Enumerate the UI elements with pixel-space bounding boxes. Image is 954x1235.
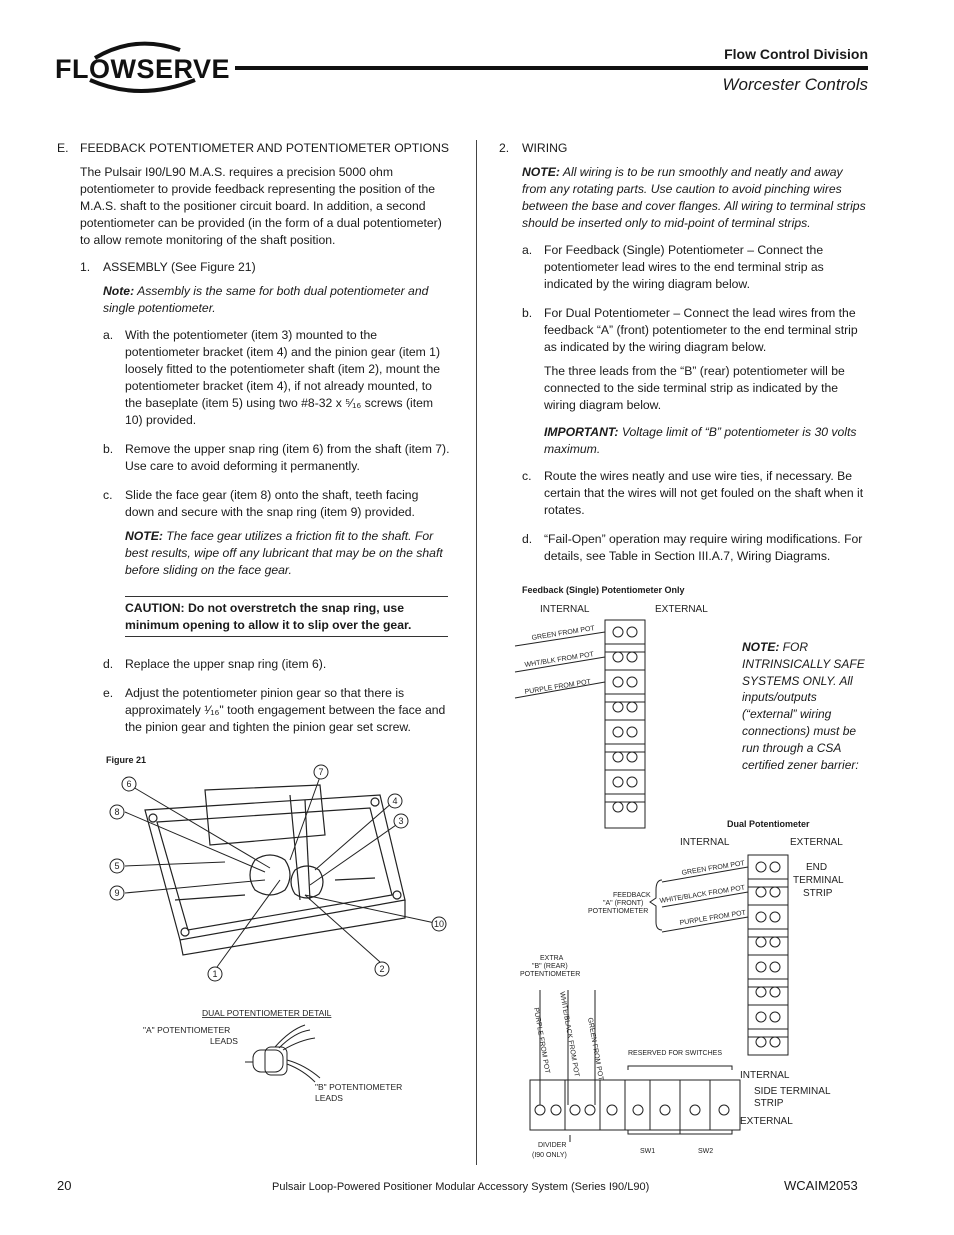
callout-label: 9: [114, 888, 120, 898]
item-letter: a.: [522, 243, 533, 257]
callout-label: 2: [379, 964, 385, 974]
detail-a-leads: LEADS: [210, 1036, 238, 1046]
note-text: FOR INTRINSICALLY SAFE SYSTEMS ONLY. All inputs/outputs (“external” wiring connections) must be run through a CSA certified zener barrier:: [742, 640, 865, 772]
division-label: Flow Control Division: [724, 46, 868, 62]
wire-label-white-black: WHITE/BLACK FROM POT: [659, 884, 746, 905]
figure-caption: Figure 21: [106, 755, 147, 765]
step-letter: b.: [103, 442, 114, 456]
reserved-label: RESERVED FOR SWITCHES: [628, 1050, 722, 1057]
note-label: NOTE:: [125, 529, 163, 543]
callout-label: 3: [398, 816, 404, 826]
item-letter: c.: [522, 469, 532, 483]
divider-label: DIVIDER: [538, 1142, 567, 1149]
flowserve-logo: [55, 40, 231, 95]
sw1-label: SW1: [640, 1148, 656, 1155]
end-strip-label: STRIP: [803, 888, 833, 899]
important-label: IMPORTANT:: [544, 425, 619, 439]
internal2-label: INTERNAL: [740, 1070, 790, 1081]
callout-label: 10: [433, 919, 445, 929]
important-text: Voltage limit of “B” potentiometer is 30 volts maximum.: [544, 425, 857, 456]
detail-title: DUAL POTENTIOMETER DETAIL: [202, 1008, 332, 1018]
item-letter: b.: [522, 306, 533, 320]
vwire-label-purple: PURPLE FROM POT: [532, 1007, 551, 1075]
external-label: EXTERNAL: [790, 837, 843, 848]
header-rule: [235, 66, 868, 70]
divider-label: (I90 ONLY): [532, 1152, 567, 1159]
side-strip-label: STRIP: [754, 1098, 784, 1109]
step-letter: c.: [103, 488, 113, 502]
wire-label-wht-blk: WHT/BLK FROM POT: [524, 651, 595, 669]
wire-label-green: GREEN FROM POT: [531, 625, 596, 642]
feedback-pot-label: "A" (FRONT): [603, 900, 644, 907]
diagram1-caption: Feedback (Single) Potentiometer Only: [522, 585, 685, 595]
wire-label-purple: PURPLE FROM POT: [524, 678, 592, 696]
extra-pot-label: POTENTIOMETER: [520, 971, 581, 978]
step-letter: a.: [103, 328, 114, 342]
note-text: All wiring is to be run smoothly and neatly and away from any rotating parts. Use caution to avoid pinching wires between the base and cover flanges. All wiring to terminal strips should be inserted only to mid-point of terminal strips.: [522, 165, 866, 230]
external2-label: EXTERNAL: [740, 1116, 793, 1127]
assembly-number: 1.: [80, 260, 91, 274]
item-text: Route the wires neatly and use wire ties, if necessary. Be certain that the wires will not get fouled on the shaft when it rotates.: [544, 469, 864, 517]
vwire-label-green: GREEN FROM POT: [586, 1017, 604, 1082]
note-label: NOTE:: [522, 165, 560, 179]
assembly-note: [103, 283, 448, 317]
step-letter: d.: [103, 657, 114, 671]
logo-text: FLOWSERVE: [55, 54, 231, 84]
end-strip-label: TERMINAL: [793, 875, 844, 886]
wire-label-green: GREEN FROM POT: [681, 860, 746, 877]
callout-label: 7: [318, 767, 324, 777]
document-code: WCAIM2053: [784, 1178, 858, 1193]
caution-box: CAUTION: Do not overstretch the snap ring, use minimum opening to allow it to slip over the gear.: [125, 596, 448, 637]
feedback-pot-label: POTENTIOMETER: [588, 908, 649, 915]
internal-label: INTERNAL: [540, 604, 590, 615]
wiring-note: [522, 164, 867, 232]
brand-label: Worcester Controls: [722, 75, 868, 94]
step-text: With the potentiometer (item 3) mounted to the potentiometer bracket (item 4) and the pinion gear (item 1) loosely fitted to the potentiometer shaft (item 2), mount the potentiometer bracket (item 4), if not already mounted, to the baseplate (item 5) using two #8-32 x ⁵⁄₁₆ screws (item 10) provided.: [125, 328, 441, 427]
section-letter: E.: [57, 141, 69, 155]
note-text: The face gear utilizes a friction fit to the shaft. For best results, wipe off any lubricant that may be on the shaft before sliding on the face gear.: [125, 529, 443, 577]
safety-note: [742, 639, 870, 773]
step-text: Remove the upper snap ring (item 6) from the shaft (item 7). Use care to avoid deforming it permanently.: [125, 442, 450, 473]
vwire-label-white-black: WHITE/BLACK FROM POT: [558, 991, 580, 1078]
step-text: Slide the face gear (item 8) onto the shaft, teeth facing down and secure with the snap ring (item 9) provided.: [125, 488, 419, 519]
step-text: Adjust the potentiometer pinion gear so that there is approximately ¹⁄₁₆" tooth engagement between the face and the pinion gear and tighten the pinion gear set screw.: [125, 686, 446, 734]
column-divider: [476, 140, 477, 1165]
intro-paragraph: The Pulsair I90/L90 M.A.S. requires a precision 5000 ohm potentiometer to provide feedback representing the position of the M.A.S. shaft to the positioner circuit board. In addition, a second potentiometer can be provided (in the form of a dual potentiometer) to allow remote monitoring of the shaft position.: [80, 165, 442, 247]
diagram2-caption: Dual Potentiometer: [727, 819, 810, 829]
face-gear-note: [125, 528, 445, 579]
callout-label: 1: [212, 969, 218, 979]
step-text: Replace the upper snap ring (item 6).: [125, 657, 327, 671]
step-letter: e.: [103, 686, 114, 700]
item-text: For Feedback (Single) Potentiometer – Connect the potentiometer lead wires to the end terminal strip as indicated by the wiring diagram below.: [544, 243, 824, 291]
end-strip-label: END: [806, 862, 828, 873]
side-strip-label: SIDE TERMINAL: [754, 1086, 831, 1097]
external-label: EXTERNAL: [655, 604, 708, 615]
diagram-single-pot: [510, 598, 730, 833]
callout-label: 4: [392, 796, 398, 806]
detail-b-leads: LEADS: [315, 1093, 343, 1103]
section-title: FEEDBACK POTENTIOMETER AND POTENTIOMETER OPTIONS: [80, 141, 450, 155]
callout-label: 5: [114, 861, 120, 871]
item-letter: d.: [522, 532, 533, 546]
assembly-heading: ASSEMBLY (See Figure 21): [103, 260, 256, 274]
footer-title: Pulsair Loop-Powered Positioner Modular Accessory System (Series I90/L90): [272, 1181, 650, 1193]
wiring-number: 2.: [499, 141, 510, 155]
note-label: Note:: [103, 284, 135, 298]
sw2-label: SW2: [698, 1148, 714, 1155]
item-text: For Dual Potentiometer – Connect the lead wires from the feedback “A” (front) potentiometer to the end terminal strip as indicated by the wiring diagram below.: [544, 306, 858, 354]
detail-b-label: "B" POTENTIOMETER: [315, 1082, 403, 1092]
diagram-dual-pot: [510, 830, 870, 1165]
extra-pot-label: "B" (REAR): [532, 963, 568, 970]
item-text: “Fail-Open” operation may require wiring modifications. For details, see Table in Section III.A.7, Wiring Diagrams.: [544, 532, 863, 563]
callout-label: 6: [126, 779, 132, 789]
detail-a-label: "A" POTENTIOMETER: [143, 1025, 231, 1035]
internal-label: INTERNAL: [680, 837, 730, 848]
item-b-extra: The three leads from the “B” (rear) potentiometer will be connected to the side terminal strip as indicated by the wiring diagram below.: [544, 364, 845, 412]
figure-21-drawing: [105, 760, 455, 1120]
important-note: [544, 424, 869, 458]
feedback-pot-label: FEEDBACK: [613, 892, 651, 899]
wire-label-purple: PURPLE FROM POT: [679, 909, 747, 927]
page-number: 20: [57, 1178, 72, 1193]
extra-pot-label: EXTRA: [540, 955, 564, 962]
wiring-heading: WIRING: [522, 141, 568, 155]
note-label: NOTE:: [742, 640, 780, 654]
callout-label: 8: [114, 807, 120, 817]
note-text: Assembly is the same for both dual potentiometer and single potentiometer.: [103, 284, 429, 315]
